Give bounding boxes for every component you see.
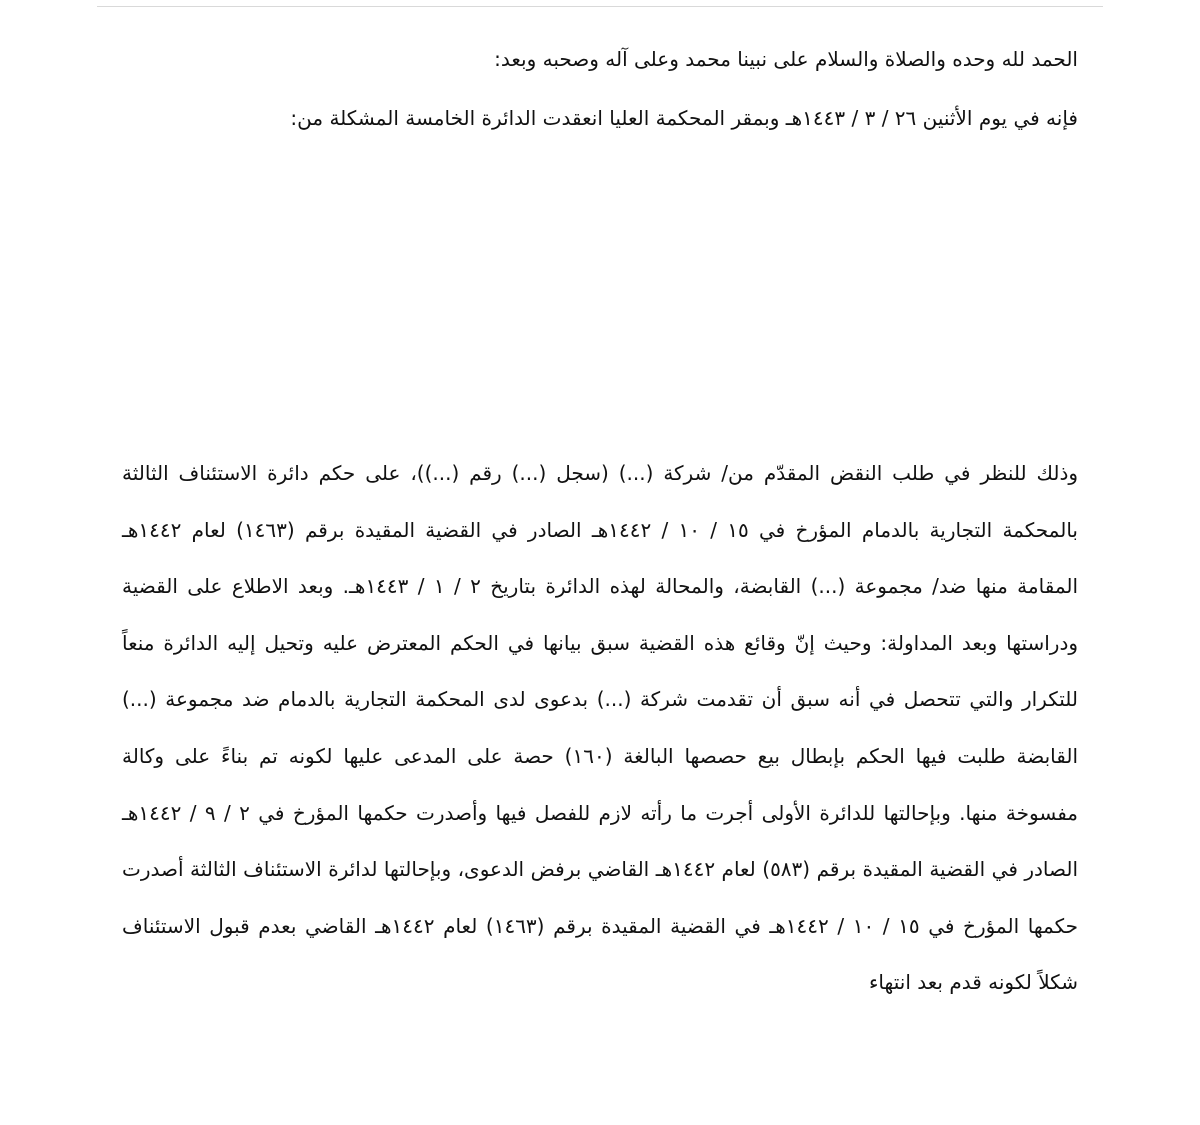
case-facts-paragraph [122,445,1078,1011]
paragraph-line: الدعوى، وبإحالتها لدائرة الاستئناف الثالثة أصدرت حكمها المؤرخ في ١٥ / ١٠ / ١٤٤٢هـ في القضية [122,857,1079,938]
paragraph-line: القضية سبق بيانها في الحكم المعترض عليه وتحيل إليه الدائرة منعاً للتكرار والتي تتحصل في [122,630,1078,712]
document-content [122,0,1078,1125]
paragraph-line: طلبت فيها الحكم بإبطال بيع حصصها البالغة (١٦٠) حصة على المدعى عليها لكونه تم بناءً على [174,743,1006,768]
paragraph-line: المقيدة برقم (١٤٦٣) لعام ١٤٤٢هـ المقامة منها ضد/ مجموعة (...) القابضة، والمحالة لهذه الدائرة [122,517,1079,599]
paragraph-line: وكالة مفسوخة منها. وبإحالتها للدائرة الأولى أجرت ما رأته لازم للفصل فيها وأصدرت حكمها [122,743,1079,825]
paragraph-line: وذلك للنظر في طلب النقض المقدّم من/ شركة (...) (سجل (...) رقم (...))، على حكم دائرة [267,461,1079,485]
paragraph-line: الاستئناف الثالثة بالمحكمة التجارية بالدمام المؤرخ في ١٥ / ١٠ / ١٤٤٢هـ الصادر في القضية [122,461,1079,542]
paragraph-line: أنه سبق أن تقدمت شركة (...) بدعوى لدى المحكمة التجارية بالدمام ضد مجموعة (...) القابضة [122,687,1078,768]
paragraph-line: المقيدة برقم (١٤٦٣) لعام ١٤٤٢هـ القاضي بعدم قبول الاستئناف شكلاً لكونه قدم بعد انتهاء [122,913,1078,995]
opening-praise-line: الحمد لله وحده والصلاة والسلام على نبينا محمد وعلى آله وصحبه وبعد: [494,47,1078,71]
session-date-line: فإنه في يوم الأثنين ٢٦ / ٣ / ١٤٤٣هـ وبمقر المحكمة العليا انعقدت الدائرة الخامسة المشكلة من: [290,106,1078,130]
paragraph-line: المؤرخ في ٢ / ٩ / ١٤٤٢هـ الصادر في القضية المقيدة برقم (٥٨٣) لعام ١٤٤٢هـ القاضي برفض [122,800,1079,882]
paragraph-line: بتاريخ ٢ / ١ / ١٤٤٣هـ. وبعد الاطلاع على القضية ودراستها وبعد المداولة: وحيث إنّ وقائع هذه [122,574,1079,655]
